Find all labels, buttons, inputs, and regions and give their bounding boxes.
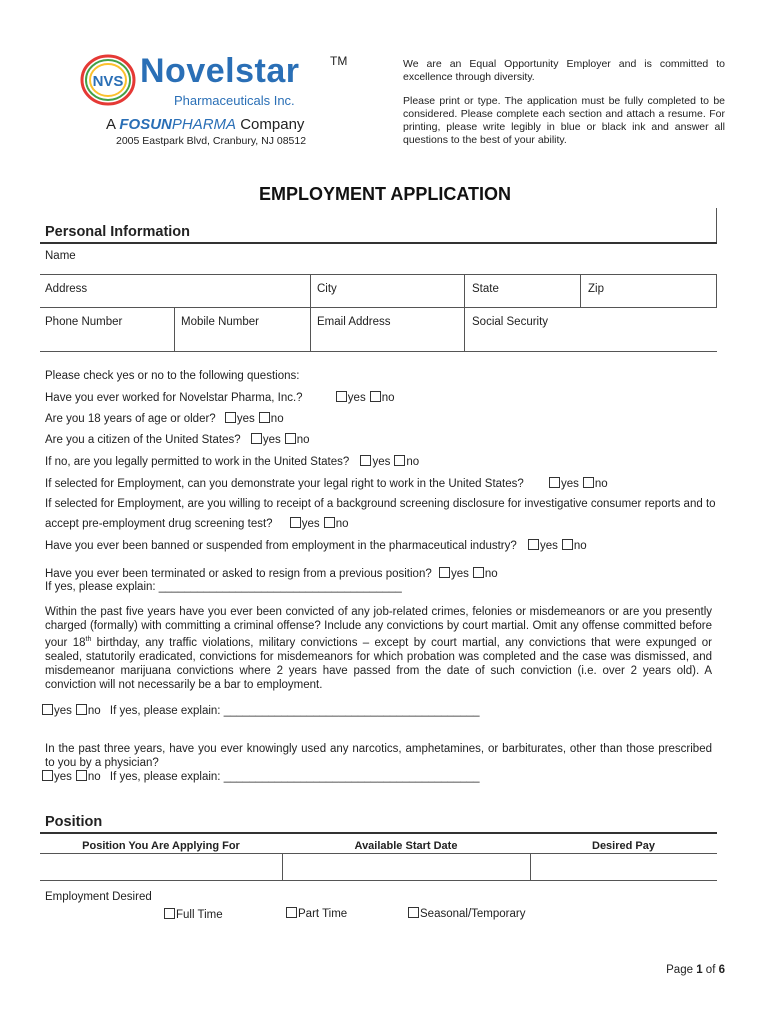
grid-line (40, 853, 717, 854)
state-label: State (472, 283, 499, 295)
desired-pay-col-header: Desired Pay (592, 840, 655, 852)
option-seasonal: Seasonal/Temporary (404, 907, 525, 920)
question-background-line1: If selected for Employment, are you willing to receipt of a background screening disclosure for investigative consumer reports and to (45, 498, 716, 510)
option-full-time: Full Time (160, 908, 223, 921)
section-rule (40, 242, 717, 244)
grid-line (310, 274, 311, 351)
grid-line (580, 274, 581, 307)
novelstar-logo-icon (78, 52, 138, 108)
address-label: Address (45, 283, 88, 295)
question-legally-permitted: If no, are you legally permitted to work in the United States? yes no (45, 456, 420, 468)
checkbox-part-time[interactable] (286, 907, 297, 918)
parent-company: A FOSUNPHARMA Company (106, 116, 305, 133)
checkbox-terminated-no[interactable] (473, 567, 484, 578)
checkbox-worked-yes[interactable] (336, 391, 347, 402)
grid-line (282, 853, 283, 880)
checkbox-permitted-no[interactable] (394, 455, 405, 466)
checkbox-age-no[interactable] (259, 412, 270, 423)
checkbox-right-no[interactable] (583, 477, 594, 488)
document-title: EMPLOYMENT APPLICATION (259, 184, 511, 204)
checkbox-seasonal[interactable] (408, 907, 419, 918)
narcotics-answer: yes no If yes, please explain: ________________________________________ (38, 770, 480, 783)
grid-line (174, 307, 175, 351)
grid-line (40, 307, 717, 308)
grid-line (464, 274, 465, 351)
instructions: Please print or type. The application must be fully completed to be considered. Please complete each section and attach a resume. For printing, please write legibly in blue or black ink and answer all questions to the best of your ability. (403, 95, 725, 146)
svg-text:NVS: NVS (92, 73, 124, 90)
checkbox-terminated-yes[interactable] (439, 567, 450, 578)
email-label: Email Address (317, 316, 391, 328)
questions-intro: Please check yes or no to the following questions: (45, 370, 300, 382)
checkbox-worked-no[interactable] (370, 391, 381, 402)
section-heading-position: Position (45, 814, 103, 830)
checkbox-citizen-yes[interactable] (251, 433, 262, 444)
question-legal-right: If selected for Employment, can you demonstrate your legal right to work in the United States? yes no (45, 478, 608, 490)
company-address: 2005 Eastpark Blvd, Cranbury, NJ 08512 (116, 135, 307, 147)
employment-desired-label: Employment Desired (45, 891, 152, 903)
question-terminated: Have you ever been terminated or asked to resign from a previous position? yes no (45, 568, 498, 580)
question-banned: Have you ever been banned or suspended from employment in the pharmaceutical industry? yes no (45, 540, 587, 552)
terminated-explain[interactable]: If yes, please explain: ______________________________________ (45, 581, 402, 593)
city-label: City (317, 283, 337, 295)
brand-name: Novelstar (140, 52, 300, 90)
checkbox-citizen-no[interactable] (285, 433, 296, 444)
checkbox-conviction-yes[interactable] (42, 704, 53, 715)
section-rule (40, 832, 717, 834)
conviction-answer: yes no If yes, please explain: ________________________________________ (38, 704, 480, 717)
phone-label: Phone Number (45, 316, 123, 328)
grid-line (40, 880, 717, 881)
question-background-line2: accept pre-employment drug screening test? yes no (45, 518, 349, 530)
section-rule-edge (716, 208, 717, 242)
checkbox-full-time[interactable] (164, 908, 175, 919)
checkbox-banned-no[interactable] (562, 539, 573, 550)
grid-line (40, 274, 717, 275)
narcotics-question: In the past three years, have you ever knowingly used any narcotics, amphetamines, or barbiturates, other than those prescribed to you by a physician? (45, 743, 712, 769)
checkbox-background-yes[interactable] (290, 517, 301, 528)
checkbox-banned-yes[interactable] (528, 539, 539, 550)
checkbox-right-yes[interactable] (549, 477, 560, 488)
name-label: Name (45, 250, 76, 262)
brand-subtitle: Pharmaceuticals Inc. (174, 93, 295, 108)
position-col-header: Position You Are Applying For (82, 840, 240, 852)
trademark-mark: TM (330, 54, 348, 68)
question-citizen: Are you a citizen of the United States? yes no (45, 434, 310, 446)
checkbox-conviction-no[interactable] (76, 704, 87, 715)
eeo-statement: We are an Equal Opportunity Employer and is committed to excellence through diversity. (403, 58, 725, 83)
grid-line (530, 853, 531, 880)
ssn-label: Social Security (472, 316, 549, 328)
question-age-18: Are you 18 years of age or older? yes no (45, 413, 284, 425)
zip-label: Zip (588, 283, 604, 295)
question-worked-before: Have you ever worked for Novelstar Pharma, Inc.? yes no (45, 392, 395, 404)
grid-line (716, 274, 717, 307)
narcotics-explain[interactable]: If yes, please explain: ________________________________________ (109, 771, 480, 783)
checkbox-permitted-yes[interactable] (360, 455, 371, 466)
checkbox-age-yes[interactable] (225, 412, 236, 423)
option-part-time: Part Time (282, 907, 347, 920)
checkbox-narcotics-yes[interactable] (42, 770, 53, 781)
checkbox-background-no[interactable] (324, 517, 335, 528)
section-heading-personal: Personal Information (45, 224, 191, 240)
mobile-label: Mobile Number (181, 316, 259, 328)
start-date-col-header: Available Start Date (354, 840, 458, 852)
conviction-explain[interactable]: If yes, please explain: ________________________________________ (109, 705, 480, 717)
conviction-question: Within the past five years have you ever been convicted of any job-related crimes, felonies or misdemeanors or are you presently charged (formally) with committing a criminal offense? Include any convictions by court martial. Omit any offense committed before your 18th birthday, any traffic violations, military convictions – except by court martial, any convictions that were expunged or sealed, statutorily eradicated, convictions for misdemeanors for which probation was completed and the case was dismissed, and misdemeanor marijuana convictions where 2 years have passed from the date of such conviction (i.e. over 2 years old). A conviction will not necessarily be a bar to employment. (45, 606, 713, 691)
grid-line (40, 351, 717, 352)
checkbox-narcotics-no[interactable] (76, 770, 87, 781)
page-number: Page 1 of 6 (666, 964, 725, 976)
